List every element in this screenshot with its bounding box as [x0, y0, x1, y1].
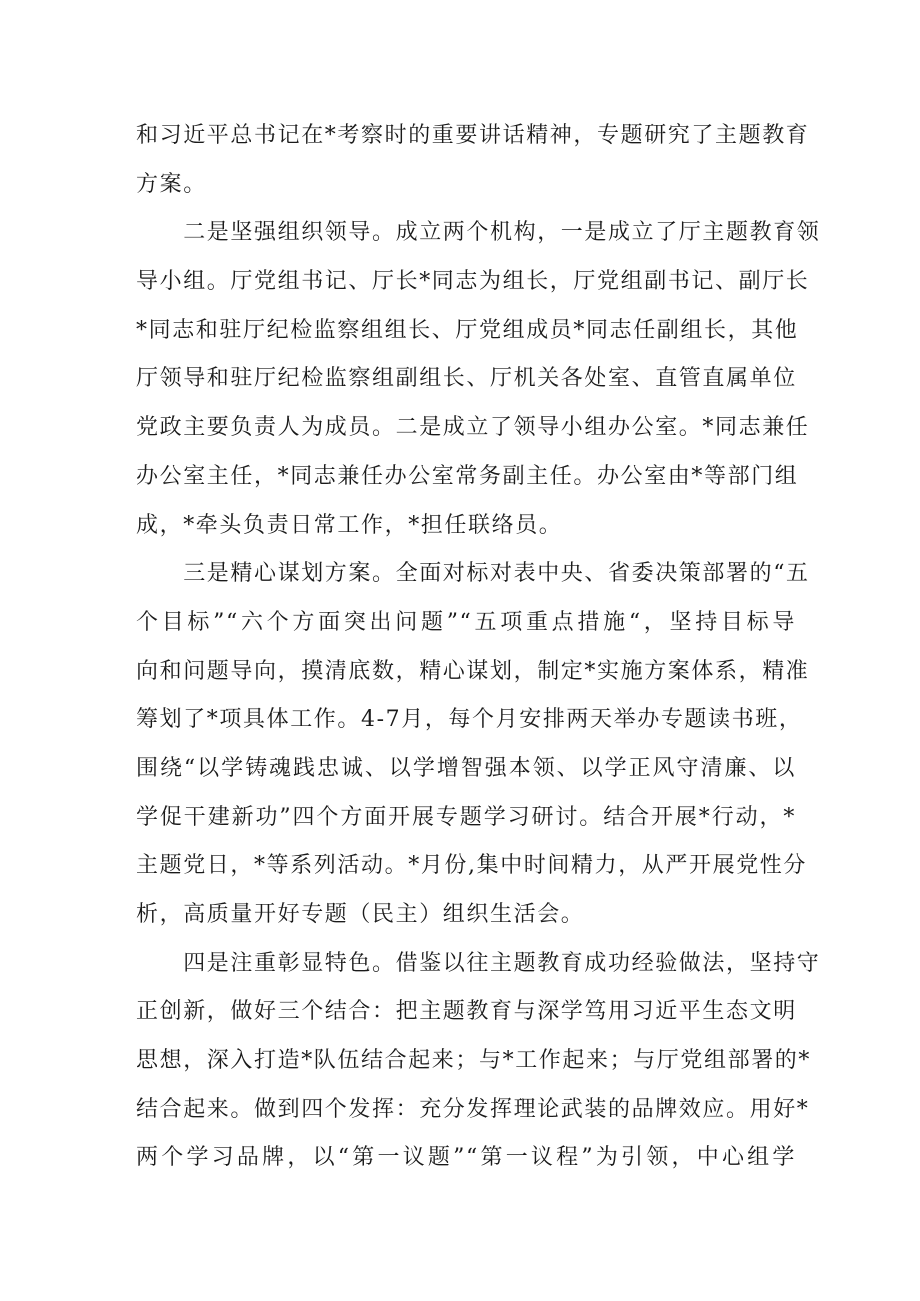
text-line: 导小组。厅党组书记、厅长*同志为组长，厅党组副书记、副厅长: [136, 269, 810, 295]
text-line: 党政主要负责人为成员。二是成立了领导小组办公室。*同志兼任: [136, 415, 810, 441]
text-line: 学促干建新功”四个方面开展专题学习研讨。结合开展*行动，*: [136, 804, 796, 830]
text-line: 正创新，做好三个结合：把主题教育与深学笃用习近平生态文明: [136, 999, 797, 1025]
text-line: 析，高质量开好专题（民主）组织生活会。: [136, 902, 585, 927]
text-line: 厅领导和驻厅纪检监察组副组长、厅机关各处室、直管直属单位: [136, 366, 797, 392]
text-line: 向和问题导向，摸清底数，精心谋划，制定*实施方案体系，精准: [136, 658, 810, 684]
text-line: 思想，深入打造*队伍结合起来；与*工作起来；与厅党组部署的*: [136, 1048, 812, 1074]
text-line: 三是精心谋划方案。全面对标对表中央、省委决策部署的“五: [136, 561, 810, 587]
text-line: 二是坚强组织领导。成立两个机构，一是成立了厅主题教育领: [136, 220, 821, 246]
text-line: 两个学习品牌，以“第一议题”“第一议程”为引领，中心组学: [136, 1145, 796, 1171]
text-line: 围绕“以学铸魂践忠诚、以学增智强本领、以学正风守清廉、以: [136, 755, 796, 781]
document-body: [136, 112, 821, 1183]
text-line: 和习近平总书记在*考察时的重要讲话精神，专题研究了主题教育: [136, 123, 810, 148]
text-line: 方案。: [136, 171, 207, 197]
text-line: 筹划了*项具体工作。4-7月，每个月安排两天举办专题读书班，: [136, 707, 803, 733]
text-line: 四是注重彰显特色。借鉴以往主题教育成功经验做法，坚持守: [136, 950, 821, 976]
text-line: 办公室主任，*同志兼任办公室常务副主任。办公室由*等部门组: [136, 463, 799, 489]
text-line: *同志和驻厅纪检监察组组长、厅党组成员*同志任副组长，其他: [136, 317, 799, 343]
text-line: 主题党日，*等系列活动。*月份,集中时间精力，从严开展党性分: [136, 853, 807, 879]
text-line: 结合起来。做到四个发挥：充分发挥理论武装的品牌效应。用好*: [136, 1096, 810, 1122]
text-line: 成，*牵头负责日常工作，*担任联络员。: [136, 512, 563, 538]
text-line: 个目标”“六个方面突出问题”“五项重点措施“，坚持目标导: [136, 609, 796, 635]
